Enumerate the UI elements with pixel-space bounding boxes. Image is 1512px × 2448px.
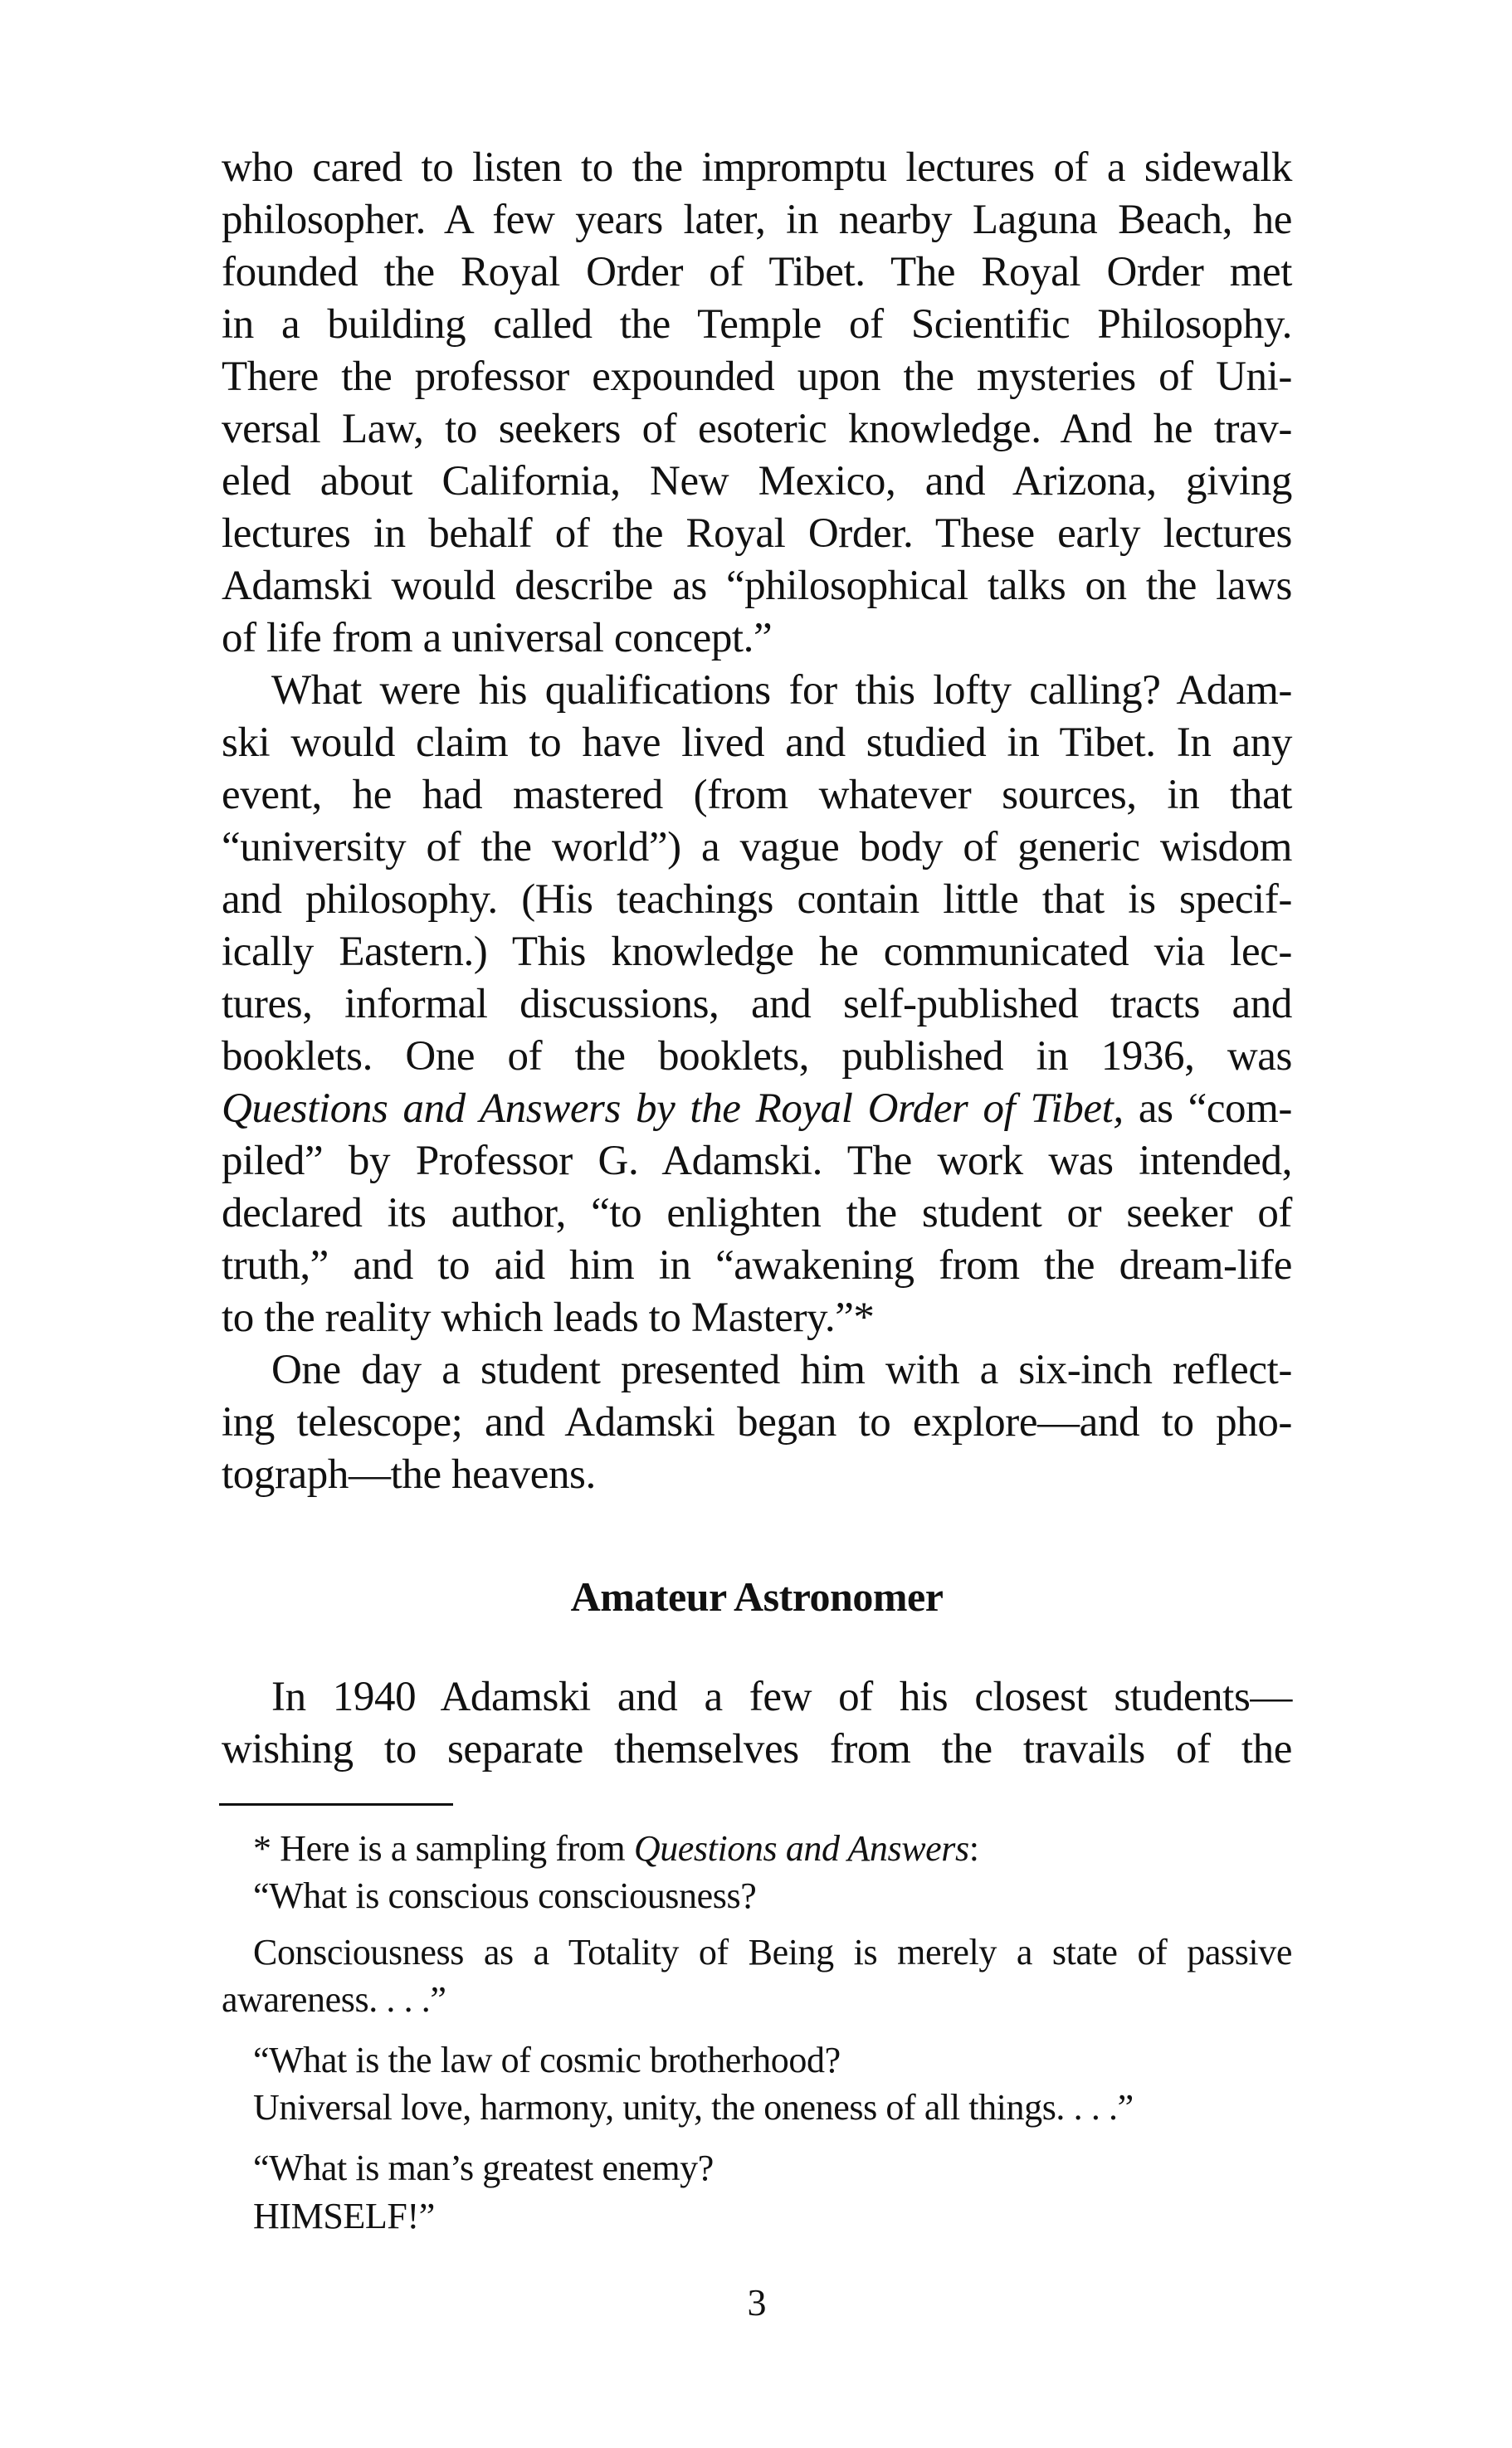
footnote-rule [219,1803,453,1806]
body-line: philosopher. A few years later, in nearby Laguna Beach, he [222,197,1292,243]
body-line: ski would claim to have lived and studied in Tibet. In any [222,719,1292,766]
body-line: who cared to listen to the impromptu lectures of a sidewalk [222,144,1292,191]
body-line: to the reality which leads to Mastery.”* [222,1295,875,1341]
body-line: In 1940 Adamski and a few of his closest students— [271,1674,1292,1720]
footnote-intro [253,1826,1292,1872]
body-line: versal Law, to seekers of esoteric knowledge. And he trav- [222,406,1292,452]
body-line: lectures in behalf of the Royal Order. These early lectures [222,510,1292,557]
body-line: and philosophy. (His teachings contain little that is specif- [222,876,1292,923]
body-line: Adamski would describe as “philosophical talks on the laws [222,563,1292,609]
footnote-line: “What is man’s greatest enemy? [253,2148,714,2188]
body-line: founded the Royal Order of Tibet. The Royal Order met [222,249,1292,295]
footnote-line: “What is the law of cosmic brotherhood? [253,2040,841,2080]
footnote-line: Consciousness as a Totality of Being is merely a state of passive [253,1932,1292,1973]
page-number: 3 [747,2281,767,2324]
body-line: declared its author, “to enlighten the student or seeker of [222,1190,1292,1236]
body-line: tograph—the heavens. [222,1451,596,1498]
footnote-line: “What is conscious consciousness? [253,1875,757,1916]
body-line: eled about California, New Mexico, and Arizona, giving [222,458,1292,505]
body-line: in a building called the Temple of Scientific Philosophy. [222,301,1292,348]
body-line: “university of the world”) a vague body of generic wisdom [222,824,1292,870]
body-text: as “com- [1123,1085,1293,1132]
footnote-italic-title: Questions and Answers [633,1828,969,1869]
footnote-line: Universal love, harmony, unity, the oneness of all things. . . .” [253,2087,1134,2128]
body-line: piled” by Professor G. Adamski. The work was intended, [222,1138,1292,1184]
footnote-text: : [968,1828,979,1869]
body-line: truth,” and to aid him in “awakening from the dream-life [222,1242,1292,1289]
body-line: One day a student presented him with a six-inch reflect- [271,1347,1292,1393]
body-line: wishing to separate themselves from the travails of the [222,1726,1292,1773]
section-heading: Amateur Astronomer [570,1573,944,1620]
body-line: What were his qualifications for this lofty calling? Adam- [271,667,1292,714]
body-line-italic-title [222,1082,1292,1135]
body-line: There the professor expounded upon the mysteries of Uni- [222,354,1292,400]
body-line: of life from a universal concept.” [222,615,773,661]
footnote-marker-text: * Here is a sampling from [253,1828,634,1869]
body-line: ing telescope; and Adamski began to explore—and to pho- [222,1399,1292,1446]
book-title-italic: Questions and Answers by the Royal Order of Tibet, [222,1085,1124,1132]
body-line: ically Eastern.) This knowledge he communicated via lec- [222,929,1292,975]
body-line: booklets. One of the booklets, published in 1936, was [222,1033,1292,1080]
footnote-line: awareness. . . .” [222,1979,446,2020]
body-line: tures, informal discussions, and self-published tracts and [222,981,1292,1027]
body-line: event, he had mastered (from whatever sources, in that [222,772,1292,818]
footnote-line: HIMSELF!” [253,2196,435,2236]
